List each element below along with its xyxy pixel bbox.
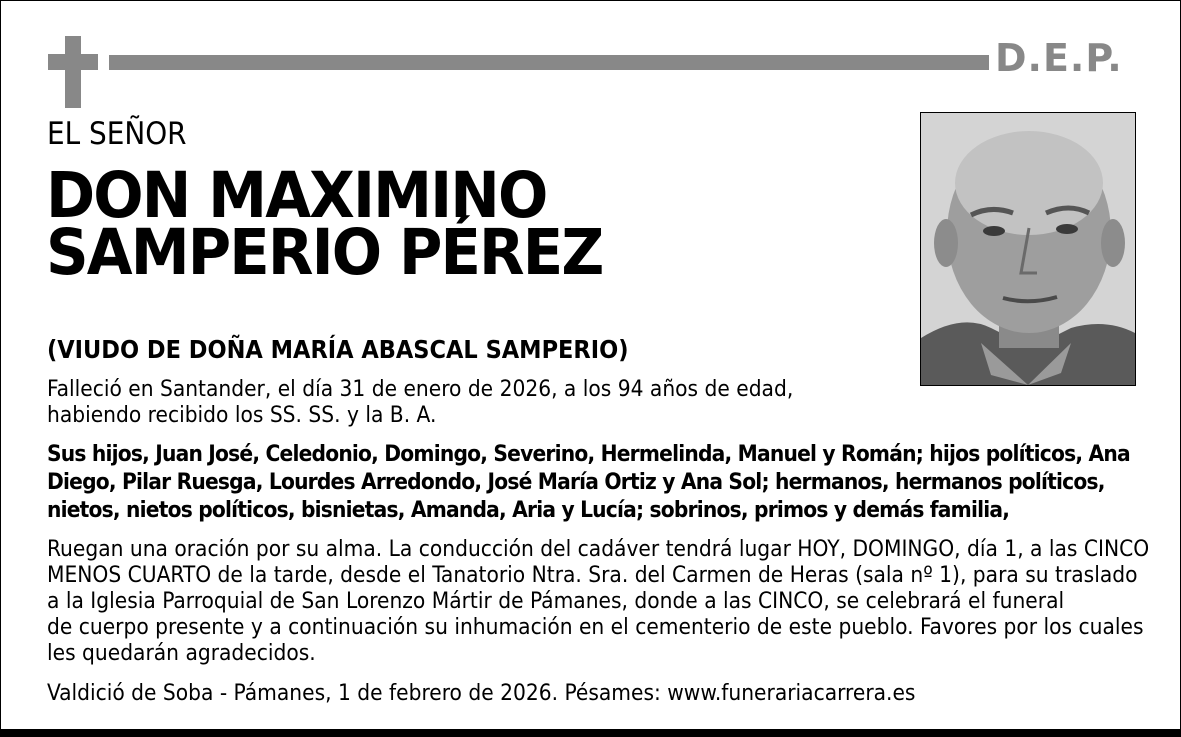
funeral-line: a la Iglesia Parroquial de San Lorenzo Mártir de Pámanes, donde a las CINCO, se celebrará el funeral — [47, 588, 1065, 614]
family-line: nietos, nietos políticos, bisnietas, Amanda, Aria y Lucía; sobrinos, primos y demás familia, — [47, 497, 1010, 523]
honorific: EL SEÑOR — [47, 116, 187, 152]
name-line-2: SAMPERIO PÉREZ — [46, 216, 603, 289]
dep-label: D.E.P. — [995, 36, 1123, 80]
footer-line: Valdició de Soba - Pámanes, 1 de febrero de 2026. Pésames: www.funerariacarrera.es — [47, 680, 916, 706]
family-line: Diego, Pilar Ruesga, Lourdes Arredondo, José María Ortiz y Ana Sol; hermanos, hermanos políticos, — [47, 469, 1105, 495]
deceased-photo — [920, 112, 1136, 386]
funeral-line: de cuerpo presente y a continuación su inhumación en el cementerio de este pueblo. Favores por los cuales — [47, 614, 1144, 640]
bottom-border — [0, 729, 1181, 737]
cross-icon — [65, 36, 81, 108]
family-line: Sus hijos, Juan José, Celedonio, Domingo, Severino, Hermelinda, Manuel y Román; hijos políticos, Ana — [47, 441, 1130, 467]
death-paragraph — [47, 376, 793, 428]
death-line: Falleció en Santander, el día 31 de enero de 2026, a los 94 años de edad, — [47, 376, 794, 402]
funeral-line: Ruegan una oración por su alma. La conducción del cadáver tendrá lugar HOY, DOMINGO, día 1, a las CINCO — [47, 536, 1150, 562]
funeral-line: MENOS CUARTO de la tarde, desde el Tanatorio Ntra. Sra. del Carmen de Heras (sala nº 1), para su traslado — [47, 562, 1138, 588]
name-line-1: DON MAXIMINO — [46, 159, 547, 232]
family-paragraph — [47, 440, 1130, 524]
header-rule — [109, 55, 989, 70]
widower-line: (VIUDO DE DOÑA MARÍA ABASCAL SAMPERIO) — [47, 335, 629, 364]
funeral-paragraph — [47, 536, 1149, 666]
death-line: habiendo recibido los SS. SS. y la B. A. — [47, 402, 437, 428]
cross-icon-bar — [48, 54, 98, 70]
deceased-name — [46, 159, 603, 289]
funeral-line: les quedarán agradecidos. — [47, 640, 316, 666]
